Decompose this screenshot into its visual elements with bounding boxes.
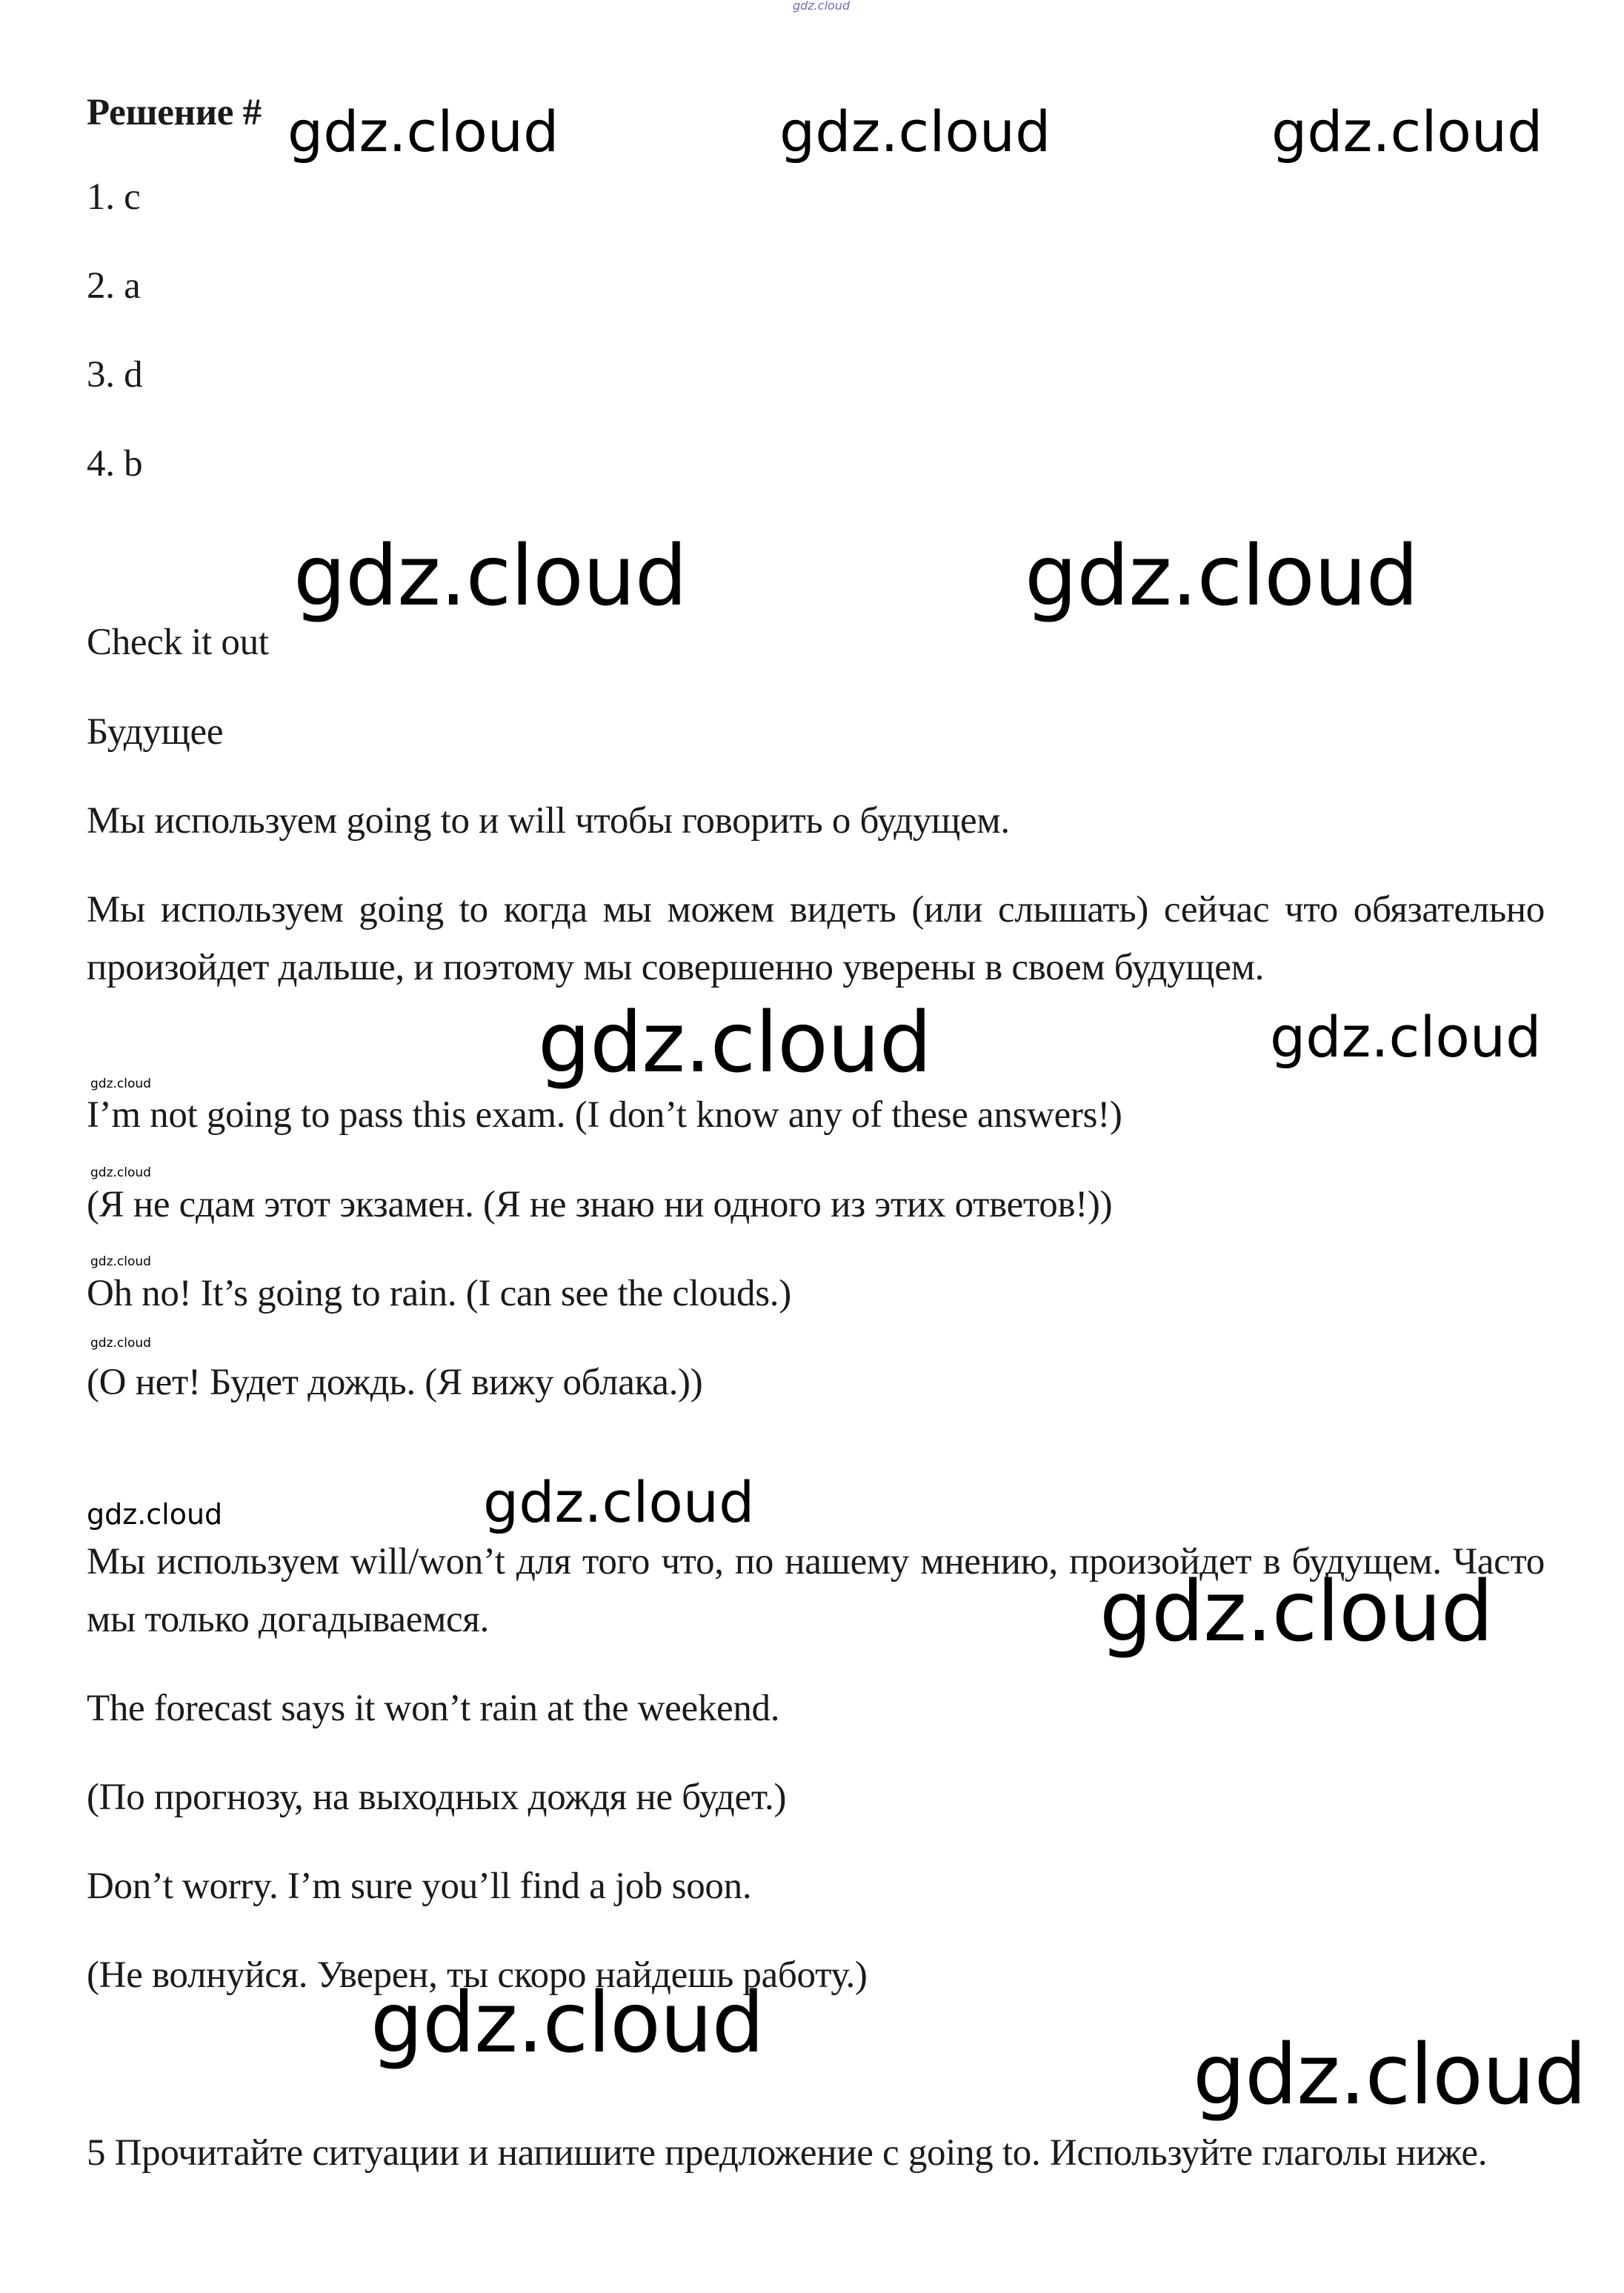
watermark: gdz.cloud [293,528,687,625]
watermark: gdz.cloud [287,99,559,164]
example-will-1: The forecast says it won’t rain at the weekend. [87,1688,780,1729]
answer-1: 1. c [87,176,141,218]
watermark: gdz.cloud [90,1076,151,1091]
watermark: gdz.cloud [90,1336,151,1351]
watermark: gdz.cloud [538,995,931,1091]
watermark: gdz.cloud [483,1469,755,1535]
example-going-to-1: I’m not going to pass this exam. (I don’t know any of these answers!) [87,1094,1122,1136]
watermark: gdz.cloud [90,1254,151,1269]
answer-2: 2. a [87,265,141,307]
answer-3: 3. d [87,354,143,396]
watermark: gdz.cloud [1099,1564,1493,1660]
section-subtitle: Будущее [87,711,224,753]
example-will-1-translation: (По прогнозу, на выходных дождя не будет.) [87,1777,787,1818]
watermark: gdz.cloud [1193,2027,1586,2123]
going-to-rule: Мы используем going to когда мы можем видеть (или слышать) сейчас что обязательно произойдет дальше, и поэтому мы совершенно уверены в своем будущем. [87,889,1545,988]
watermark: gdz.cloud [779,99,1051,164]
watermark: gdz.cloud [87,1498,223,1531]
watermark: gdz.cloud [1025,528,1418,625]
solution-heading: Решение # [87,92,262,133]
example-going-to-2: Oh no! It’s going to rain. (I can see the clouds.) [87,1273,791,1314]
watermark: gdz.cloud [370,1975,764,2071]
will-rule: Мы используем will/won’t для того что, по нашему мнению, произойдет в будущем. Часто мы только догадываемся. [87,1541,1545,1640]
exercise-5-instruction: 5 Прочитайте ситуации и напишите предложение с going to. Используйте глаголы ниже. [87,2132,1488,2174]
answer-4: 4. b [87,443,143,485]
watermark: gdz.cloud [1271,99,1543,164]
watermark: gdz.cloud [90,1165,151,1180]
example-will-2-translation: (Не волнуйся. Уверен, ты скоро найдешь работу.) [87,1954,868,1996]
example-going-to-1-translation: (Я не сдам этот экзамен. (Я не знаю ни одного из этих ответов!)) [87,1184,1113,1225]
example-going-to-2-translation: (О нет! Будет дождь. (Я вижу облака.)) [87,1362,703,1403]
section-title: Check it out [87,622,269,663]
example-will-2: Don’t worry. I’m sure you’ll find a job soon. [87,1866,752,1907]
watermark: gdz.cloud [793,0,851,13]
watermark: gdz.cloud [1270,1004,1542,1070]
intro-text: Мы используем going to и will чтобы говорить о будущем. [87,800,1010,842]
